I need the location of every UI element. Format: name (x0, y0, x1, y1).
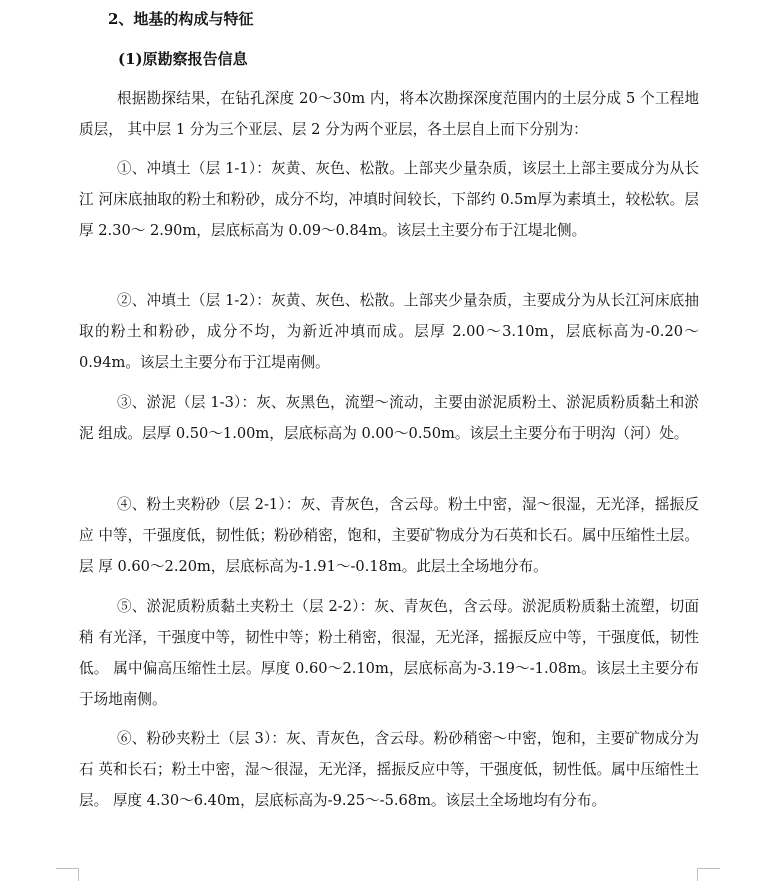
layer-1-2-paragraph: ②、冲填土（层 1-2）：灰黄、灰色、松散。上部夹少量杂质，主要成分为从长江河床底抽取的粉土和粉砂，成分不均，为新近冲填而成。层厚 2.00～3.10m，层底标高为-0.20～0.94m。该层土主要分布于江堤南侧。 (79, 292, 699, 371)
margin-corner-mark-right (697, 868, 720, 881)
subsection-heading: (1)原勘察报告信息 (118, 50, 248, 68)
margin-corner-mark-left (56, 868, 79, 881)
layer-1-1-paragraph: ①、冲填土（层 1-1）：灰黄、灰色、松散。上部夹少量杂质，该层土上部主要成分为从长江 河床底抽取的粉土和粉砂，成分不均，冲填时间较长，下部约 0.5m厚为素填土，较松软。层厚 2.30～ 2.90m，层底标高为 0.09～0.84m。该层土主要分布于江堤北侧。 (79, 160, 699, 239)
layer-2-1-paragraph: ④、粉土夹粉砂（层 2-1）：灰、青灰色，含云母。粉土中密，湿～很湿，无光泽，摇振反应 中等，干强度低，韧性低；粉砂稍密，饱和，主要矿物成分为石英和长石。属中压缩性土层。层 厚 0.60～2.20m，层底标高为-1.91～-0.18m。此层土全场地分布。 (79, 496, 699, 575)
layer-1-3-paragraph: ③、淤泥（层 1-3）：灰、灰黑色，流塑～流动，主要由淤泥质粉土、淤泥质粉质黏土和淤泥 组成。层厚 0.50～1.00m，层底标高为 0.00～0.50m。该层土主要分布于明沟（河）处。 (79, 394, 699, 442)
layer-3-paragraph: ⑥、粉砂夹粉土（层 3）：灰、青灰色，含云母。粉砂稍密～中密，饱和，主要矿物成分为石 英和长石；粉土中密，湿～很湿，无光泽，摇振反应中等，干强度低，韧性低。属中压缩性土层。 厚度 4.30～6.40m，层底标高为-9.25～-5.68m。该层土全场地均有分布。 (79, 730, 699, 809)
layer-2-2-paragraph: ⑤、淤泥质粉质黏土夹粉土（层 2-2）：灰、青灰色，含云母。淤泥质粉质黏土流塑，切面稍 有光泽，干强度中等，韧性中等；粉土稍密，很湿，无光泽，摇振反应中等，干强度低，韧性低。 属中偏高压缩性土层。厚度 0.60～2.10m，层底标高为-3.19～-1.08m。该层土主要分布于场地南侧。 (79, 598, 699, 708)
intro-paragraph: 根据勘探结果，在钻孔深度 20～30m 内，将本次勘探深度范围内的土层分成 5 个工程地质层， 其中层 1 分为三个亚层、层 2 分为两个亚层，各土层自上而下分别为： (79, 90, 699, 138)
section-heading: 2、地基的构成与特征 (108, 10, 254, 28)
